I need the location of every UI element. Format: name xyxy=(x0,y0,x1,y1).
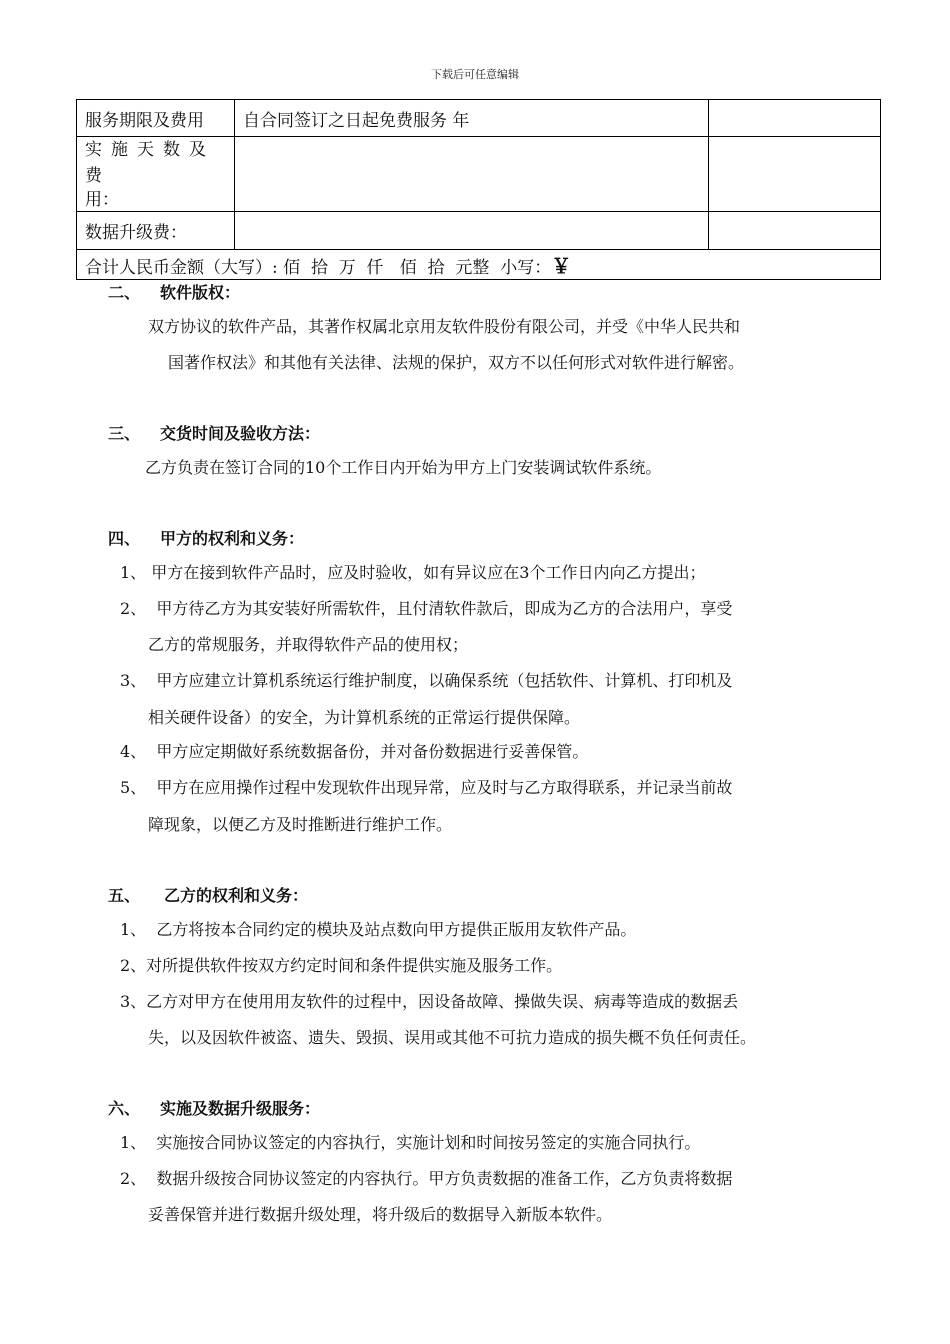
section-number: 四、 xyxy=(108,529,141,548)
table-row xyxy=(77,137,881,212)
list-item-continuation: 乙方的常规服务，并取得软件产品的使用权； xyxy=(148,635,469,654)
list-item: 3、乙方对甲方在使用用友软件的过程中，因设备故障、操做失误、病毒等造成的数据丢 xyxy=(120,992,739,1011)
section-number: 三、 xyxy=(108,424,141,443)
implementation-fee-content xyxy=(235,137,709,212)
section-heading xyxy=(108,280,240,303)
implementation-fee-label-line1: 实施天数及费 xyxy=(85,140,215,186)
upgrade-fee-extra xyxy=(709,212,881,250)
yen-symbol: ￥ xyxy=(551,254,572,278)
total-amount-cell xyxy=(77,250,881,280)
service-period-label: 服务期限及费用 xyxy=(77,100,235,137)
section-number: 二、 xyxy=(108,283,141,302)
upgrade-fee-content xyxy=(235,212,709,250)
section-number: 五、 xyxy=(108,886,141,905)
list-item: 2、对所提供软件按双方约定时间和条件提供实施及服务工作。 xyxy=(120,956,563,975)
section-title: 交货时间及验收方法： xyxy=(160,424,321,443)
section-heading xyxy=(108,526,304,549)
list-item: 1、 甲方在接到软件产品时，应及时验收，如有异议应在3个工作日内向乙方提出； xyxy=(120,563,706,582)
list-item: 5、 甲方在应用操作过程中发现软件出现异常，应及时与乙方取得联系，并记录当前故 xyxy=(120,778,733,797)
section-number: 六、 xyxy=(108,1099,141,1118)
list-item: 2、 数据升级按合同协议签定的内容执行。甲方负责数据的准备工作，乙方负责将数据 xyxy=(120,1169,733,1188)
list-item: 1、 实施按合同协议签定的内容执行，实施计划和时间按另签定的实施合同执行。 xyxy=(120,1133,701,1152)
list-item: 1、 乙方将按本合同约定的模块及站点数向甲方提供正版用友软件产品。 xyxy=(120,920,637,939)
list-item-continuation: 障现象，以便乙方及时推断进行维护工作。 xyxy=(148,815,453,834)
section-title: 软件版权： xyxy=(160,283,241,302)
section-title: 乙方的权利和义务： xyxy=(164,886,309,905)
paragraph-line: 国著作权法》和其他有关法律、法规的保护，双方不以任何形式对软件进行解密。 xyxy=(168,353,745,372)
header-note: 下载后可任意编辑 xyxy=(431,68,519,81)
section-heading xyxy=(108,1096,320,1119)
table-row xyxy=(77,212,881,250)
list-item-continuation: 失，以及因软件被盗、遗失、毁损、误用或其他不可抗力造成的损失概不负任何责任。 xyxy=(148,1028,757,1047)
implementation-fee-label-line2: 用： xyxy=(85,190,119,210)
paragraph-line: 双方协议的软件产品，其著作权属北京用友软件股份有限公司，并受《中华人民共和 xyxy=(148,317,741,336)
list-item-continuation: 妥善保管并进行数据升级处理，将升级后的数据导入新版本软件。 xyxy=(148,1205,613,1224)
section-heading xyxy=(108,421,320,444)
upgrade-fee-label: 数据升级费： xyxy=(77,212,235,250)
paragraph-line: 乙方负责在签订合同的10个工作日内开始为甲方上门安装调试软件系统。 xyxy=(145,458,662,477)
list-item: 2、 甲方待乙方为其安装好所需软件，且付清软件款后，即成为乙方的合法用户，享受 xyxy=(120,599,733,618)
implementation-fee-label xyxy=(77,137,235,212)
section-heading xyxy=(108,883,308,906)
section-title: 实施及数据升级服务： xyxy=(160,1099,321,1118)
table-row xyxy=(77,100,881,137)
list-item: 4、 甲方应定期做好系统数据备份，并对备份数据进行妥善保管。 xyxy=(120,742,589,761)
list-item-continuation: 相关硬件设备）的安全，为计算机系统的正常运行提供保障。 xyxy=(148,708,581,727)
section-title: 甲方的权利和义务： xyxy=(160,529,305,548)
list-item: 3、 甲方应建立计算机系统运行维护制度，以确保系统（包括软件、计算机、打印机及 xyxy=(120,671,733,690)
service-period-extra xyxy=(709,100,881,137)
service-period-content: 自合同签订之日起免费服务 年 xyxy=(235,100,709,137)
total-amount-label: 合计人民币金额（大写）: 佰 拾 万 仟 佰 拾 元整 小写： xyxy=(85,258,552,278)
implementation-fee-extra xyxy=(709,137,881,212)
table-row xyxy=(77,250,881,280)
fee-table xyxy=(76,99,881,280)
